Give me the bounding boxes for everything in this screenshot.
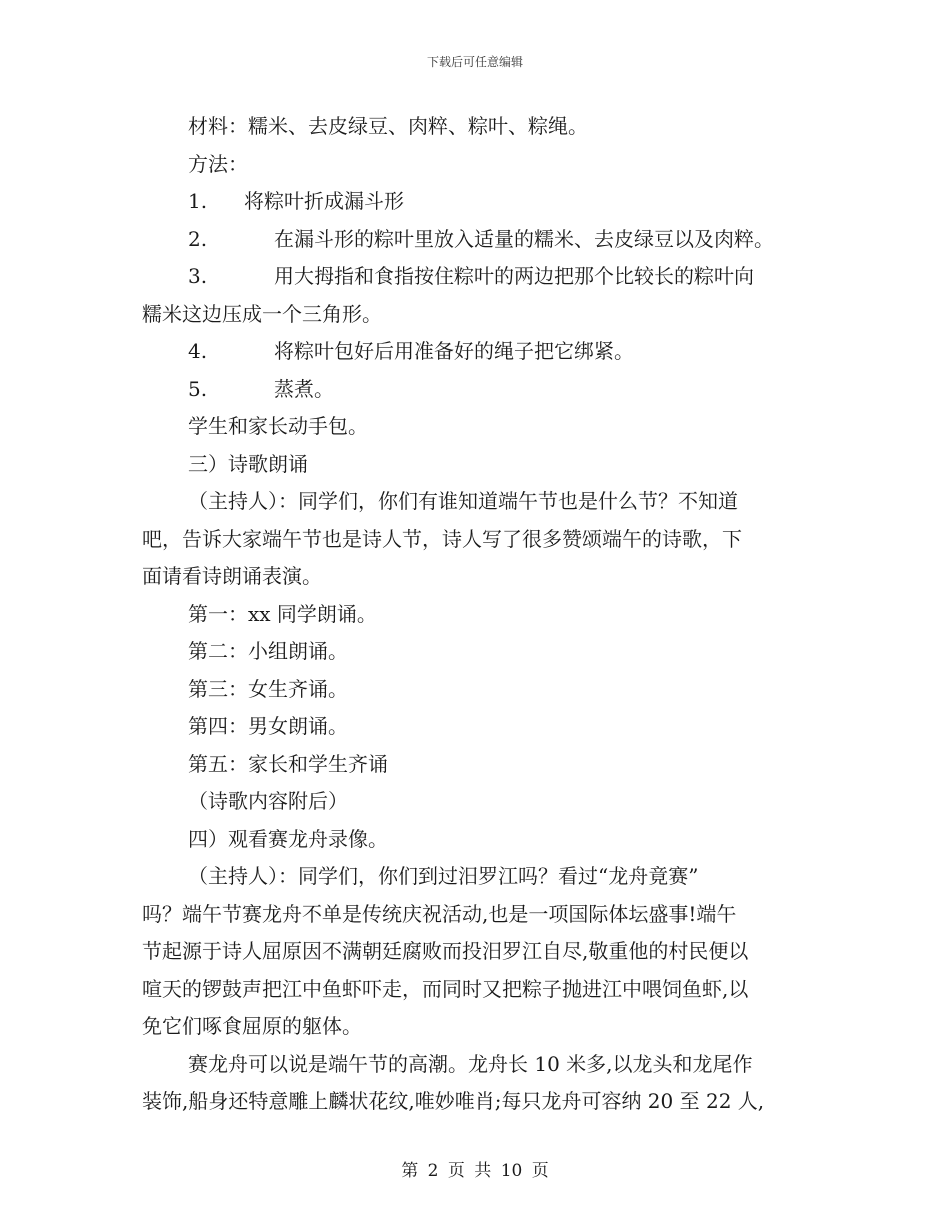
step-text: 将粽叶折成漏斗形	[244, 189, 404, 213]
recitation-2: 第二：小组朗诵。	[188, 639, 348, 663]
dragon-boat-paragraph-line-2: 装饰,船身还特意雕上麟状花纹,唯妙唯肖;每只龙舟可容纳 20 至 22 人,	[142, 1089, 765, 1113]
host-paragraph-1-line-1: （主持人）：同学们，你们有谁知道端午节也是什么节？不知道	[188, 489, 738, 513]
step-text: 在漏斗形的粽叶里放入适量的糯米、去皮绿豆以及肉粹。	[274, 226, 774, 251]
step-2	[142, 221, 810, 259]
method-line: 方法：	[188, 151, 248, 176]
page-footer: 第 2 页 共 10 页	[401, 1161, 549, 1181]
host-paragraph-2-line-2: 吗？端午节赛龙舟不单是传统庆祝活动,也是一项国际体坛盛事!端午	[142, 901, 737, 926]
step-text: 蒸煮。	[274, 376, 334, 401]
section-3-heading: 三）诗歌朗诵	[188, 451, 308, 476]
step-3	[142, 258, 810, 296]
step-number: 1.	[188, 189, 208, 213]
step-number: 2.	[188, 226, 208, 251]
recitation-1: 第一：xx 同学朗诵。	[188, 601, 377, 626]
poem-note: （诗歌内容附后）	[188, 789, 348, 813]
step-text: 将粽叶包好后用准备好的绳子把它绑紧。	[274, 339, 634, 363]
step-number: 3.	[188, 264, 208, 288]
host-paragraph-2-line-1: （主持人）：同学们，你们到过汨罗江吗？看过“龙舟竟赛”	[188, 864, 699, 888]
dragon-boat-paragraph-line-1: 赛龙舟可以说是端午节的高潮。龙舟长 10 米多,以龙头和龙尾作	[188, 1051, 753, 1076]
step-1	[142, 183, 810, 221]
host-paragraph-2-line-4: 喧天的锣鼓声把江中鱼虾吓走，而同时又把粽子抛进江中喂饲鱼虾,以	[142, 976, 749, 1001]
step-5	[142, 371, 810, 409]
step-text: 用大拇指和食指按住粽叶的两边把那个比较长的粽叶向	[274, 264, 754, 288]
hands-on-line: 学生和家长动手包。	[188, 414, 368, 438]
document-body	[142, 108, 810, 1121]
host-paragraph-1-line-2: 吧，告诉大家端午节也是诗人节，诗人写了很多赞颂端午的诗歌，下	[142, 526, 742, 551]
materials-line: 材料：糯米、去皮绿豆、肉粹、粽叶、粽绳。	[188, 114, 588, 138]
section-4-heading: 四）观看赛龙舟录像。	[188, 826, 388, 851]
host-paragraph-1-line-3: 面请看诗朗诵表演。	[142, 564, 322, 588]
step-number: 5.	[188, 376, 208, 401]
recitation-3: 第三：女生齐诵。	[188, 676, 348, 701]
recitation-5: 第五：家长和学生齐诵	[188, 751, 388, 776]
recitation-4: 第四：男女朗诵。	[188, 714, 348, 738]
page-header: 下载后可任意编辑	[426, 55, 523, 69]
step-3-continuation: 糯米这边压成一个三角形。	[142, 301, 382, 326]
host-paragraph-2-line-5: 免它们啄食屈原的躯体。	[142, 1014, 362, 1038]
host-paragraph-2-line-3: 节起源于诗人屈原因不满朝廷腐败而投汨罗江自尽,敬重他的村民便以	[142, 939, 749, 963]
step-number: 4.	[188, 339, 208, 363]
step-4	[142, 333, 810, 371]
